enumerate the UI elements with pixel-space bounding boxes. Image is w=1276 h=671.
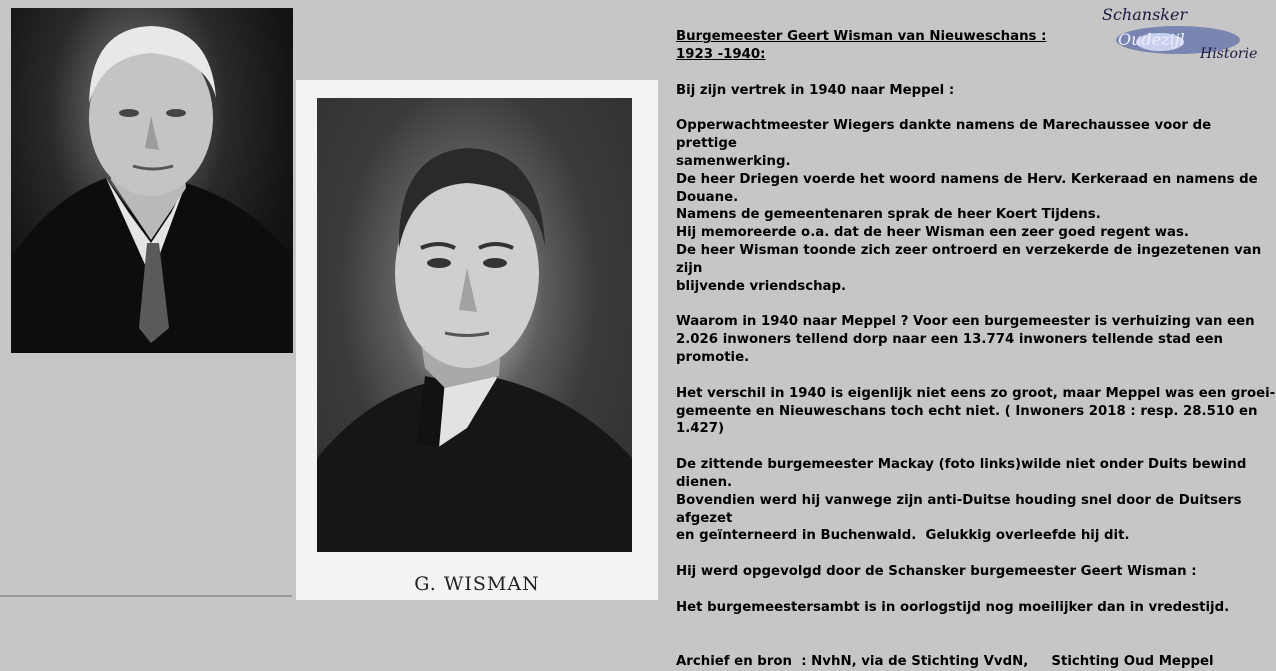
logo-line-3: Historie [1200, 46, 1258, 62]
paragraph-mackay: De zittende burgemeester Mackay (foto links)wilde niet onder Duits bewind dienen. Bovendien werd hij vanwege zijn anti-Duitse houding snel door de Duitsers afgezet en geïnterneerd in Buchenwald. Gelukkig overleefde hij dit. [676, 457, 1247, 544]
paragraph-speeches: Opperwachtmeester Wiegers dankte namens de Marechaussee voor de prettige samenwerking. De heer Driegen voerde het woord namens de Herv. Kerkeraad en namens de Douane. Namens de gemeentenaren sprak de heer Koert Tijdens. Hij memoreerde o.a. dat de heer Wisman een zeer goed regent was. De heer Wisman toonde zich zeer ontroerd en verzekerde de ingezetenen van zijn blijvende vriendschap. [676, 118, 1262, 294]
logo-line-2: Oudezijl [1118, 30, 1185, 49]
portrait-wisman-frame [296, 80, 658, 600]
paragraph-why-meppel: Waarom in 1940 naar Meppel ? Voor een burgemeester is verhuizing van een 2.026 inwoners tellend dorp naar een 13.774 inwoners tellende stad een promotie. [676, 314, 1255, 365]
portrait-mackay-photo [11, 8, 293, 353]
paragraph-succession: Hij werd opgevolgd door de Schansker burgemeester Geert Wisman : [676, 564, 1197, 580]
paragraph-wartime: Het burgemeestersambt is in oorlogstijd nog moeilijker dan in vredestijd. [676, 599, 1230, 615]
paragraph-difference: Het verschil in 1940 is eigenlijk niet eens zo groot, maar Meppel was een groei- gemeente en Nieuweschans toch echt niet. ( Inwoners 2018 : resp. 28.510 en 1.427) [676, 385, 1276, 437]
paragraph-sources: Archief en bron : NvhN, via de Stichting VvdN, Stichting Oud Meppel [676, 653, 1214, 669]
article-heading-line-2: 1923 -1940: [676, 46, 766, 62]
article-text [676, 28, 1276, 671]
portrait-caption: G. WISMAN [414, 573, 540, 595]
portrait-wisman-photo [317, 98, 632, 552]
article-heading-line-1: Burgemeester Geert Wisman van Nieuweschans : [676, 29, 1047, 44]
portrait-wisman-figure [317, 98, 632, 552]
paragraph-departure: Bij zijn vertrek in 1940 naar Meppel : [676, 82, 955, 98]
logo-line-1: Schansker [1102, 5, 1188, 24]
portrait-mackay-figure [11, 8, 293, 353]
divider [0, 595, 292, 597]
